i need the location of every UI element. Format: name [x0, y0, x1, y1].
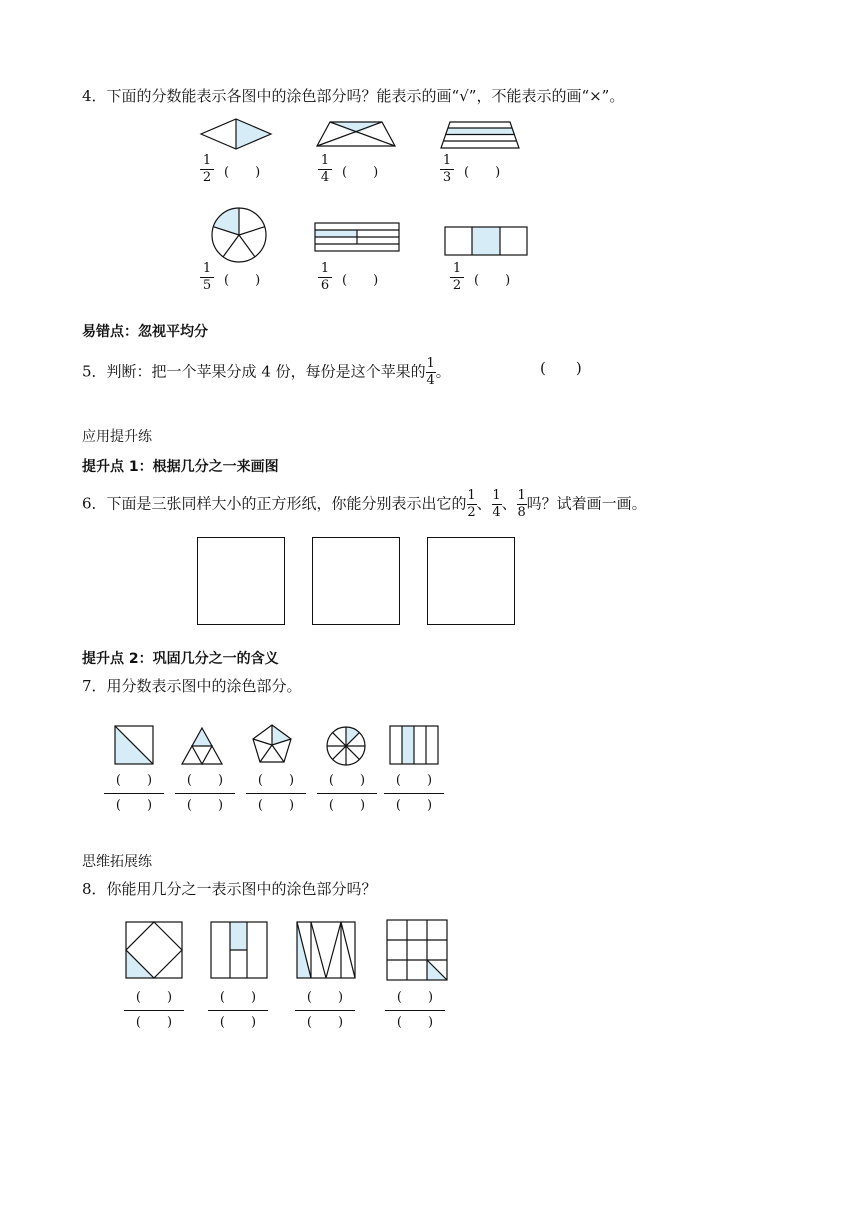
- q4-answer-paren-4[interactable]: ( ): [224, 273, 261, 288]
- q6-fraction-half: $\frac{1}{2}$: [467, 488, 476, 520]
- q7-answer-fraction-5[interactable]: ( ) ( ): [384, 773, 444, 814]
- q4-answer-paren-3[interactable]: ( ): [464, 165, 501, 180]
- q4-fraction-5: 1 6: [318, 262, 332, 293]
- q4-fraction-1: 1 2: [200, 154, 214, 185]
- q4-answer-paren-2[interactable]: ( ): [342, 165, 379, 180]
- q4-text: 4．下面的分数能表示各图中的涂色部分吗？能表示的画“√”，不能表示的画“×”。: [82, 87, 625, 105]
- q5-text: 5．判断：把一个苹果分成 4 份，每份是这个苹果的$\frac{1}{4}$。: [82, 356, 451, 388]
- q7-answer-fraction-4[interactable]: ( ) ( ): [317, 773, 377, 814]
- q8-text: 8．你能用几分之一表示图中的涂色部分吗？: [82, 880, 377, 898]
- q7-text: 7．用分数表示图中的涂色部分。: [82, 677, 302, 695]
- q4-answer-paren-6[interactable]: ( ): [474, 273, 511, 288]
- q8-answer-fraction-2[interactable]: ( ) ( ): [208, 990, 268, 1031]
- section-think: 思维拓展练: [82, 854, 152, 870]
- q4-fraction-4: 1 5: [200, 262, 214, 293]
- q8-split-rectangle-figure: [210, 921, 268, 979]
- q4-fraction-6: 1 2: [450, 262, 464, 293]
- q5-answer-paren[interactable]: ( ): [540, 359, 582, 377]
- point-1-heading: 提升点 1：根据几分之一来画图: [82, 459, 279, 475]
- q4-fraction-2: 1 4: [318, 154, 332, 185]
- q4-rhombus-figure: [200, 118, 272, 150]
- point-2-heading: 提升点 2：巩固几分之一的含义: [82, 651, 279, 667]
- q4-fraction-3: 1 3: [440, 154, 454, 185]
- q6-square-paper-1[interactable]: [197, 537, 285, 625]
- q6-text: 6．下面是三张同样大小的正方形纸，你能分别表示出它的$\frac{1}{2}$、$\frac{1}{4}$、$\frac{1}{8}$吗？试着画一画。: [82, 488, 647, 520]
- q7-answer-fraction-3[interactable]: ( ) ( ): [246, 773, 306, 814]
- q8-triangle-split-rectangle-figure: [296, 921, 356, 979]
- q6-square-paper-3[interactable]: [427, 537, 515, 625]
- q4-striped-trapezoid-figure: [440, 120, 520, 150]
- q7-pentagon-figure: [250, 723, 294, 765]
- q4-circle-figure: [210, 206, 268, 264]
- q6-square-paper-2[interactable]: [312, 537, 400, 625]
- q7-square-figure: [114, 725, 154, 765]
- q4-answer-paren-1[interactable]: ( ): [224, 165, 261, 180]
- q8-answer-fraction-1[interactable]: ( ) ( ): [124, 990, 184, 1031]
- q6-fraction-quarter: $\frac{1}{4}$: [492, 488, 501, 520]
- q7-answer-fraction-2[interactable]: ( ) ( ): [175, 773, 235, 814]
- q8-answer-fraction-3[interactable]: ( ) ( ): [295, 990, 355, 1031]
- section-easy-error: 易错点：忽视平均分: [82, 324, 208, 340]
- q4-trapezoid-figure: [316, 120, 396, 148]
- q7-rectangle-figure: [389, 725, 439, 765]
- q8-answer-fraction-4[interactable]: ( ) ( ): [385, 990, 445, 1031]
- q4-three-part-rectangle-figure: [444, 226, 528, 256]
- q7-answer-fraction-1[interactable]: ( ) ( ): [104, 773, 164, 814]
- q8-grid-figure: [386, 919, 448, 981]
- q6-fraction-eighth: $\frac{1}{8}$: [517, 488, 526, 520]
- q7-circle-figure: [325, 725, 367, 767]
- q7-triangle-figure: [180, 726, 224, 766]
- q5-fraction: $\frac{1}{4}$: [426, 356, 435, 388]
- q4-answer-paren-5[interactable]: ( ): [342, 273, 379, 288]
- q8-diamond-in-square-figure: [125, 921, 183, 979]
- q4-grid-rectangle-figure: [314, 222, 400, 252]
- section-apply: 应用提升练: [82, 429, 152, 445]
